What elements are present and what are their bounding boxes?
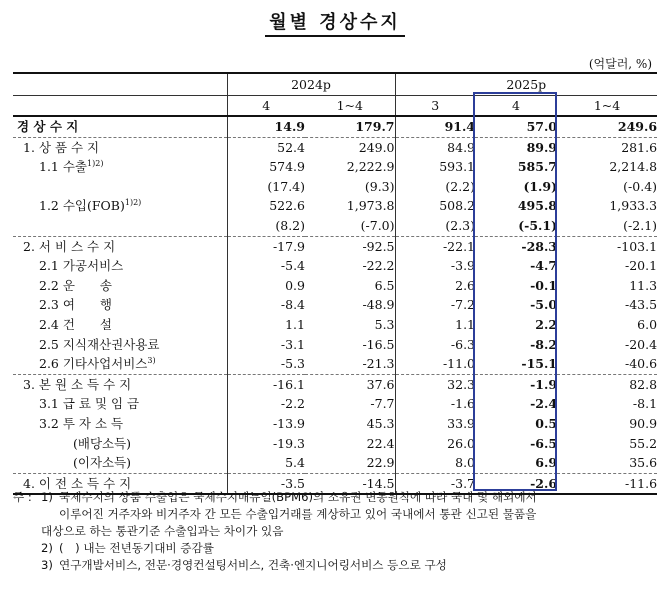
table-cell: 179.7 bbox=[355, 119, 395, 134]
table-row bbox=[13, 276, 657, 296]
table-cell: 2,214.8 bbox=[609, 159, 658, 175]
table-cell: 26.0 bbox=[395, 434, 475, 454]
row-label bbox=[13, 116, 227, 137]
table-cell: -13.9 bbox=[227, 414, 305, 434]
table-cell: -5.3 bbox=[227, 354, 305, 374]
table-cell: (-2.1) bbox=[623, 217, 658, 233]
footnote-ref: 1)2) bbox=[124, 198, 142, 208]
table-cell: 281.6 bbox=[557, 137, 657, 157]
table-cell: -2.6 bbox=[475, 473, 557, 494]
table-cell: 8.0 bbox=[395, 453, 475, 473]
row-label-text: 3.2 투 자 소 득 bbox=[39, 415, 124, 431]
row-label-text: (이자소득) bbox=[73, 455, 132, 471]
table-row bbox=[13, 434, 657, 454]
header-col-2024-1-4: 1~4 bbox=[305, 96, 395, 117]
row-label bbox=[13, 196, 227, 216]
table-cell: -92.5 bbox=[305, 236, 395, 256]
table-cell: -8.4 bbox=[227, 295, 305, 315]
table-cell: -103.1 bbox=[557, 236, 657, 256]
row-label-text: (배당소득) bbox=[73, 435, 132, 451]
row-label-text: 1.1 수출 bbox=[39, 159, 88, 175]
row-label-text: 2.5 지식재산권사용료 bbox=[39, 336, 160, 352]
table-cell: 35.6 bbox=[629, 455, 658, 471]
table-cell: (17.4) bbox=[227, 177, 305, 197]
table-cell: -48.9 bbox=[362, 297, 395, 313]
table-row bbox=[13, 354, 657, 374]
table-cell: 89.9 bbox=[475, 137, 557, 157]
row-label bbox=[13, 216, 227, 236]
footnote-1-line2: 이루어진 거주자와 비거주자 간 모든 수출입거래를 계상하고 있어 국내에서 통관 신고된 물품을 bbox=[59, 507, 537, 521]
table-cell: 2.2 bbox=[535, 316, 558, 332]
table-cell: (1.9) bbox=[523, 178, 558, 194]
footnotes bbox=[13, 489, 661, 574]
current-account-table bbox=[13, 72, 657, 495]
table-cell: 55.2 bbox=[629, 435, 658, 451]
header-col-2025-4: 4 bbox=[475, 96, 557, 117]
row-label bbox=[13, 434, 227, 454]
row-label-text: 2.4 건 설 bbox=[39, 316, 113, 332]
table-cell: 22.9 bbox=[366, 455, 395, 471]
table-cell: (-7.0) bbox=[360, 217, 395, 233]
row-label-text: 2.3 여 행 bbox=[39, 297, 113, 313]
table-cell: (-0.4) bbox=[623, 178, 658, 194]
table-row bbox=[13, 216, 657, 236]
footnote-1 bbox=[13, 489, 661, 506]
table-cell: 6.9 bbox=[535, 455, 558, 471]
table-cell: 1.1 bbox=[395, 315, 475, 335]
footnote-2-text: ( ) 내는 전년동기대비 증감률 bbox=[59, 541, 214, 555]
table-cell: 495.8 bbox=[517, 198, 558, 214]
footnote-1-line1: 국제수지의 상품 수출입은 국제수지매뉴얼(BPM6)의 소유권 변동원칙에 따라 국내 및 해외에서 bbox=[59, 490, 537, 504]
table-cell: -2.4 bbox=[530, 396, 558, 412]
table-cell: 11.3 bbox=[629, 277, 658, 293]
row-label bbox=[13, 414, 227, 434]
row-label-text: 1.2 수입(FOB) bbox=[39, 198, 125, 214]
table-row bbox=[13, 453, 657, 473]
row-label bbox=[13, 453, 227, 473]
row-label-text: 4. 이 전 소 득 수 지 bbox=[23, 475, 132, 491]
footnote-3-text: 연구개발서비스, 전문·경영컨설팅서비스, 건축·엔지니어링서비스 등으로 구성 bbox=[59, 558, 447, 572]
row-label-text: 2.6 기타사업서비스 bbox=[39, 356, 148, 372]
row-label-text: 경 상 수 지 bbox=[17, 119, 79, 134]
table-cell: 52.4 bbox=[227, 137, 305, 157]
table-cell: 593.1 bbox=[395, 157, 475, 177]
table-cell: -22.1 bbox=[395, 236, 475, 256]
table-cell: -3.5 bbox=[227, 473, 305, 494]
table-cell: (8.2) bbox=[227, 216, 305, 236]
table-cell: 0.5 bbox=[535, 415, 558, 431]
table-cell: 585.7 bbox=[517, 159, 558, 175]
table-cell: -11.6 bbox=[557, 473, 657, 494]
table-cell: -19.3 bbox=[227, 434, 305, 454]
table-cell: -6.3 bbox=[395, 335, 475, 355]
unit-label: (억달러, %) bbox=[588, 57, 652, 71]
table-cell: -0.1 bbox=[530, 277, 558, 293]
footnote-1-number: 1) bbox=[41, 490, 53, 504]
row-label bbox=[13, 137, 227, 157]
table-cell: -15.1 bbox=[521, 356, 558, 372]
table-cell: 522.6 bbox=[227, 196, 305, 216]
table-cell: 37.6 bbox=[305, 374, 395, 394]
row-label bbox=[13, 335, 227, 355]
row-label bbox=[13, 256, 227, 276]
table-row bbox=[13, 196, 657, 216]
table-cell: 14.9 bbox=[227, 116, 305, 137]
table-cell: 6.0 bbox=[637, 316, 658, 332]
table-cell: 249.6 bbox=[617, 119, 658, 134]
row-label bbox=[13, 236, 227, 256]
table-cell: 22.4 bbox=[366, 435, 395, 451]
table-row bbox=[13, 236, 657, 256]
table-row bbox=[13, 177, 657, 197]
footnote-ref: 1)2) bbox=[87, 159, 104, 169]
table-row bbox=[13, 137, 657, 157]
table-cell: -3.9 bbox=[395, 256, 475, 276]
table-cell: -22.2 bbox=[362, 258, 395, 274]
row-label bbox=[13, 177, 227, 197]
table-row bbox=[13, 374, 657, 394]
table-row bbox=[13, 295, 657, 315]
table-cell: 90.9 bbox=[629, 415, 658, 431]
table-cell: 5.3 bbox=[374, 316, 395, 332]
table-cell: 2,222.9 bbox=[346, 159, 395, 175]
header-row-years bbox=[13, 73, 657, 96]
table-cell: 1,973.8 bbox=[346, 198, 395, 214]
table-cell: 1.1 bbox=[227, 315, 305, 335]
table-cell: -17.9 bbox=[227, 236, 305, 256]
table-cell: -5.4 bbox=[227, 256, 305, 276]
row-label bbox=[13, 157, 227, 177]
footnote-1-cont2 bbox=[13, 523, 661, 540]
row-label bbox=[13, 276, 227, 296]
header-2024: 2024p bbox=[227, 73, 395, 96]
row-label bbox=[13, 354, 227, 374]
footnote-3-number: 3) bbox=[41, 558, 53, 572]
header-blank bbox=[13, 73, 227, 96]
table-cell: 508.2 bbox=[395, 196, 475, 216]
footnote-2-number: 2) bbox=[41, 541, 53, 555]
table-cell: 57.0 bbox=[526, 119, 558, 134]
table-row bbox=[13, 116, 657, 137]
table-cell: -40.6 bbox=[624, 356, 658, 372]
table-cell: (-5.1) bbox=[518, 217, 558, 233]
table-cell: (2.2) bbox=[395, 177, 475, 197]
table-cell: 84.9 bbox=[395, 137, 475, 157]
row-label bbox=[13, 374, 227, 394]
table-cell: -8.1 bbox=[632, 396, 658, 412]
table-row bbox=[13, 335, 657, 355]
header-col-2025-1-4: 1~4 bbox=[557, 96, 657, 117]
table-row bbox=[13, 394, 657, 414]
table-cell: -7.2 bbox=[395, 295, 475, 315]
table-row bbox=[13, 414, 657, 434]
table-cell: -16.5 bbox=[362, 336, 395, 352]
table-cell: 33.9 bbox=[395, 414, 475, 434]
row-label-text: 1. 상 품 수 지 bbox=[23, 139, 100, 155]
table-cell: -4.7 bbox=[530, 258, 558, 274]
table-row bbox=[13, 256, 657, 276]
table-cell: 82.8 bbox=[557, 374, 657, 394]
row-label-text: 3.1 급 료 및 임 금 bbox=[39, 396, 140, 412]
table-cell: -5.0 bbox=[530, 297, 558, 313]
table-cell: -1.9 bbox=[475, 374, 557, 394]
table-cell: 45.3 bbox=[366, 415, 395, 431]
table-cell: -3.1 bbox=[227, 335, 305, 355]
table-cell: -20.1 bbox=[624, 258, 658, 274]
table-cell: -3.7 bbox=[395, 473, 475, 494]
footnote-ref: 3) bbox=[147, 355, 156, 365]
table-cell: -43.5 bbox=[624, 297, 658, 313]
table-cell: -7.7 bbox=[370, 396, 395, 412]
row-label bbox=[13, 295, 227, 315]
table-cell: 91.4 bbox=[395, 116, 475, 137]
table-row bbox=[13, 315, 657, 335]
table-cell: -1.6 bbox=[395, 394, 475, 414]
table-cell: (2.3) bbox=[395, 216, 475, 236]
footnote-1-cont bbox=[13, 506, 661, 523]
table-cell: -11.0 bbox=[395, 354, 475, 374]
table-cell: 32.3 bbox=[395, 374, 475, 394]
footnote-mark: 주 : bbox=[13, 490, 32, 504]
header-row-periods bbox=[13, 96, 657, 117]
table-cell: 1,933.3 bbox=[609, 198, 658, 214]
table-cell: -21.3 bbox=[362, 356, 395, 372]
row-label-text: 2. 서 비 스 수 지 bbox=[23, 238, 116, 254]
table-cell: -2.2 bbox=[227, 394, 305, 414]
table-cell: 0.9 bbox=[227, 276, 305, 296]
table-cell: 2.6 bbox=[395, 276, 475, 296]
table-row bbox=[13, 157, 657, 177]
row-label-text: 2.2 운 송 bbox=[39, 277, 113, 293]
row-label bbox=[13, 315, 227, 335]
table-cell: -28.3 bbox=[475, 236, 557, 256]
table-cell: -14.5 bbox=[305, 473, 395, 494]
table-cell: 5.4 bbox=[227, 453, 305, 473]
row-label-text: 3. 본 원 소 득 수 지 bbox=[23, 376, 132, 392]
table-cell: 6.5 bbox=[374, 277, 395, 293]
table-cell: -20.4 bbox=[624, 336, 658, 352]
table-cell: -6.5 bbox=[530, 435, 558, 451]
table-cell: (9.3) bbox=[364, 178, 395, 194]
header-col-2024-4: 4 bbox=[227, 96, 305, 117]
table-cell: 249.0 bbox=[305, 137, 395, 157]
row-label bbox=[13, 394, 227, 414]
page-title: 월별 경상수지 bbox=[0, 8, 670, 34]
header-2025: 2025p bbox=[395, 73, 657, 96]
header-blank bbox=[13, 96, 227, 117]
table-cell: 574.9 bbox=[227, 157, 305, 177]
row-label-text: 2.1 가공서비스 bbox=[39, 258, 124, 274]
table-cell: -8.2 bbox=[530, 336, 558, 352]
header-col-2025-3: 3 bbox=[395, 96, 475, 117]
footnote-1-line3: 대상으로 하는 통관기준 수출입과는 차이가 있음 bbox=[41, 524, 284, 538]
table-cell: -16.1 bbox=[227, 374, 305, 394]
footnote-2 bbox=[13, 540, 661, 557]
footnote-3 bbox=[13, 557, 661, 574]
